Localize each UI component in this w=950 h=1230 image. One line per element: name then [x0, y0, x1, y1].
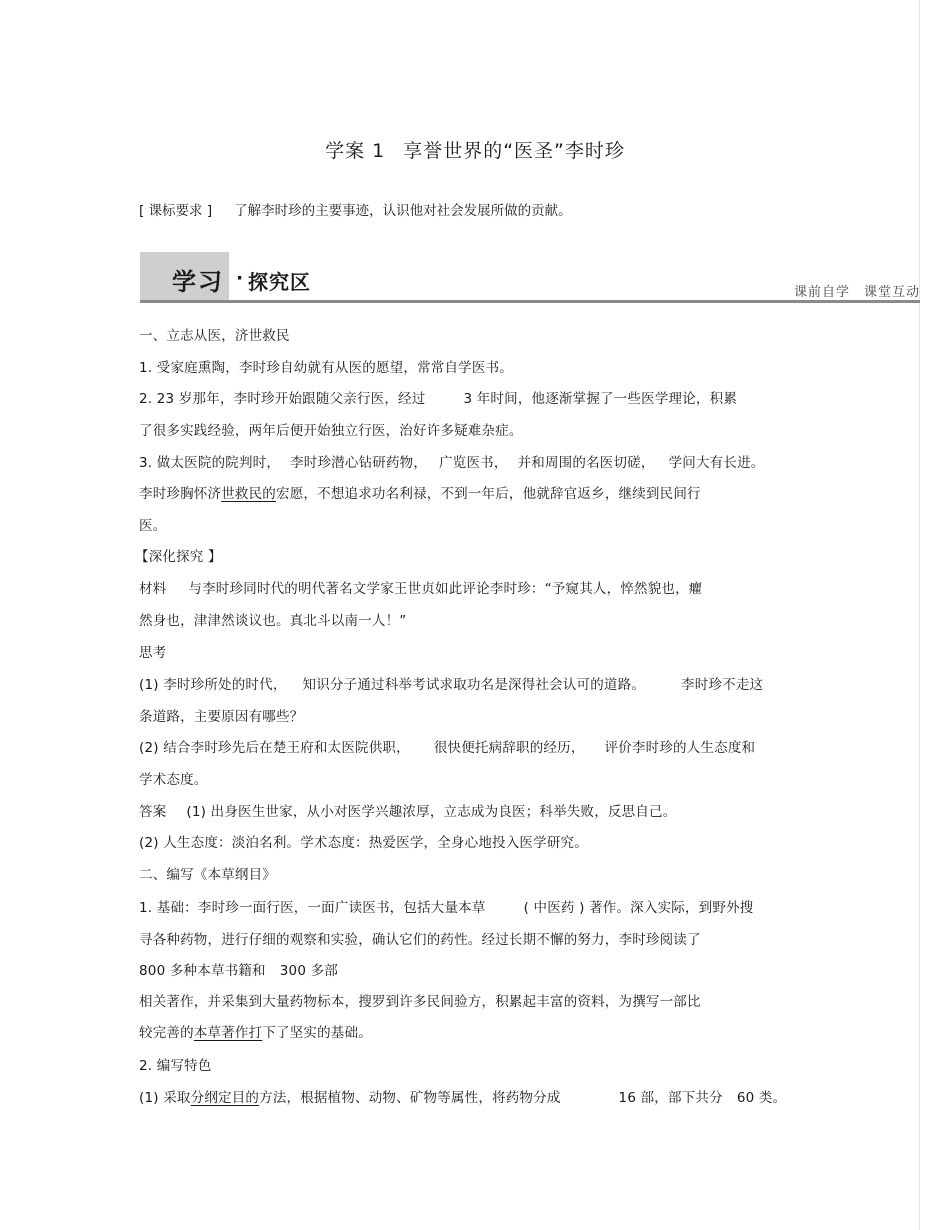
lesson-number: 学案 1 — [325, 140, 386, 162]
question2-line2: 学术态度。 — [139, 772, 208, 788]
question2-line1: (2) 结合李时珍先后在楚王府和太医院供职， 很快便托病辞职的经历， 评价李时珍的人生态度和 — [139, 740, 756, 756]
lesson-name: 享誉世界的“医圣”李时珍 — [403, 140, 625, 162]
tab-class-interaction[interactable]: 课堂互动 — [863, 285, 920, 300]
section2-para1-line3: 800 多种本草书籍和 300 多部 — [139, 963, 339, 979]
section1-para3-line3: 医。 — [139, 518, 167, 534]
deep-exploration-heading: 【深化探究 】 — [135, 549, 222, 565]
section1-para1: 1. 受家庭熏陶，李时珍自幼就有从医的愿望，常常自学医书。 — [139, 360, 513, 376]
section1-para3-line2: 李时珍胸怀济世救民的宏愿，不想追求功名利禄，不到一年后，他就辞官返乡，继续到民间行 — [139, 486, 701, 502]
section2-para1-line1: 1. 基础：李时珍一面行医，一面广读医书，包括大量本草 ( 中医药 ) 著作。深入实际，到野外搜 — [139, 900, 754, 916]
material-line2: 然身也，津津然谈议也。真北斗以南一人！” — [139, 613, 407, 629]
banner-rule — [140, 300, 920, 303]
question1-line1: (1) 李时珍所处的时代， 知识分子通过科举考试求取功名是深得社会认可的道路。 李时珍不走这 — [139, 677, 764, 693]
underlined-phrase: 世救民的 — [221, 486, 277, 502]
question1-line2: 条道路，主要原因有哪些？ — [139, 709, 304, 725]
section-banner — [140, 252, 920, 304]
requirement-tag: [ 课标要求 ] — [139, 203, 213, 219]
material-label: 材料 — [139, 581, 167, 597]
section2-para1-line4: 相关著作，并采集到大量药物标本，搜罗到许多民间验方，积累起丰富的资料，为撰写一部比 — [139, 994, 701, 1010]
banner-explore: 探究区 — [248, 270, 311, 294]
section2-subheading: 2. 编写特色 — [139, 1058, 212, 1074]
section2-para1-line5: 较完善的本草著作打下了坚实的基础。 — [139, 1025, 372, 1041]
answer-line1: 答案 (1) 出身医生世家，从小对医学兴趣浓厚，立志成为良医；科举失败，反思自己。 — [139, 804, 677, 820]
section2-heading: 二、编写《本草纲目》 — [139, 867, 276, 883]
answer-label: 答案 — [139, 804, 167, 820]
requirement-text: 了解李时珍的主要事迹，认识他对社会发展所做的贡献。 — [234, 203, 572, 219]
section1-para2-line1: 2. 23 岁那年，李时珍开始跟随父亲行医，经过 3 年时间，他逐渐掌握了一些医学理论，积累 — [139, 391, 738, 407]
think-label: 思考 — [139, 645, 167, 661]
answer-line2: (2) 人生态度：淡泊名利。学术态度：热爱医学，全身心地投入医学研究。 — [139, 835, 588, 851]
banner-tabs — [794, 281, 920, 300]
banner-study: 学习 — [172, 268, 224, 296]
underlined-phrase: 分纲定目的 — [190, 1090, 260, 1106]
section1-heading: 一、立志从医，济世救民 — [139, 328, 290, 344]
material-line1: 材料 与李时珍同时代的明代著名文学家王世贞如此评论李时珍：“予窥其人，悴然貌也，癯 — [139, 581, 703, 597]
curriculum-requirement — [139, 199, 572, 219]
page-edge-line — [919, 0, 920, 1230]
section1-para3-line1: 3. 做太医院的院判时， 李时珍潜心钻研药物， 广览医书， 并和周围的名医切磋， 学问大有长进。 — [139, 455, 765, 471]
section2-para1-line2: 寻各种药物，进行仔细的观察和实验，确认它们的药性。经过长期不懈的努力，李时珍阅读了 — [139, 932, 701, 948]
section2-feature1: (1) 采取分纲定目的方法，根据植物、动物、矿物等属性，将药物分成 16 部，部下共分 60 类。 — [139, 1090, 787, 1106]
page-title — [0, 136, 950, 163]
banner-dot: · — [236, 267, 244, 289]
tab-pre-study[interactable]: 课前自学 — [793, 285, 850, 300]
underlined-phrase: 本草著作打 — [193, 1025, 263, 1041]
section1-para2-line2: 了很多实践经验，两年后便开始独立行医，治好许多疑难杂症。 — [139, 423, 523, 439]
